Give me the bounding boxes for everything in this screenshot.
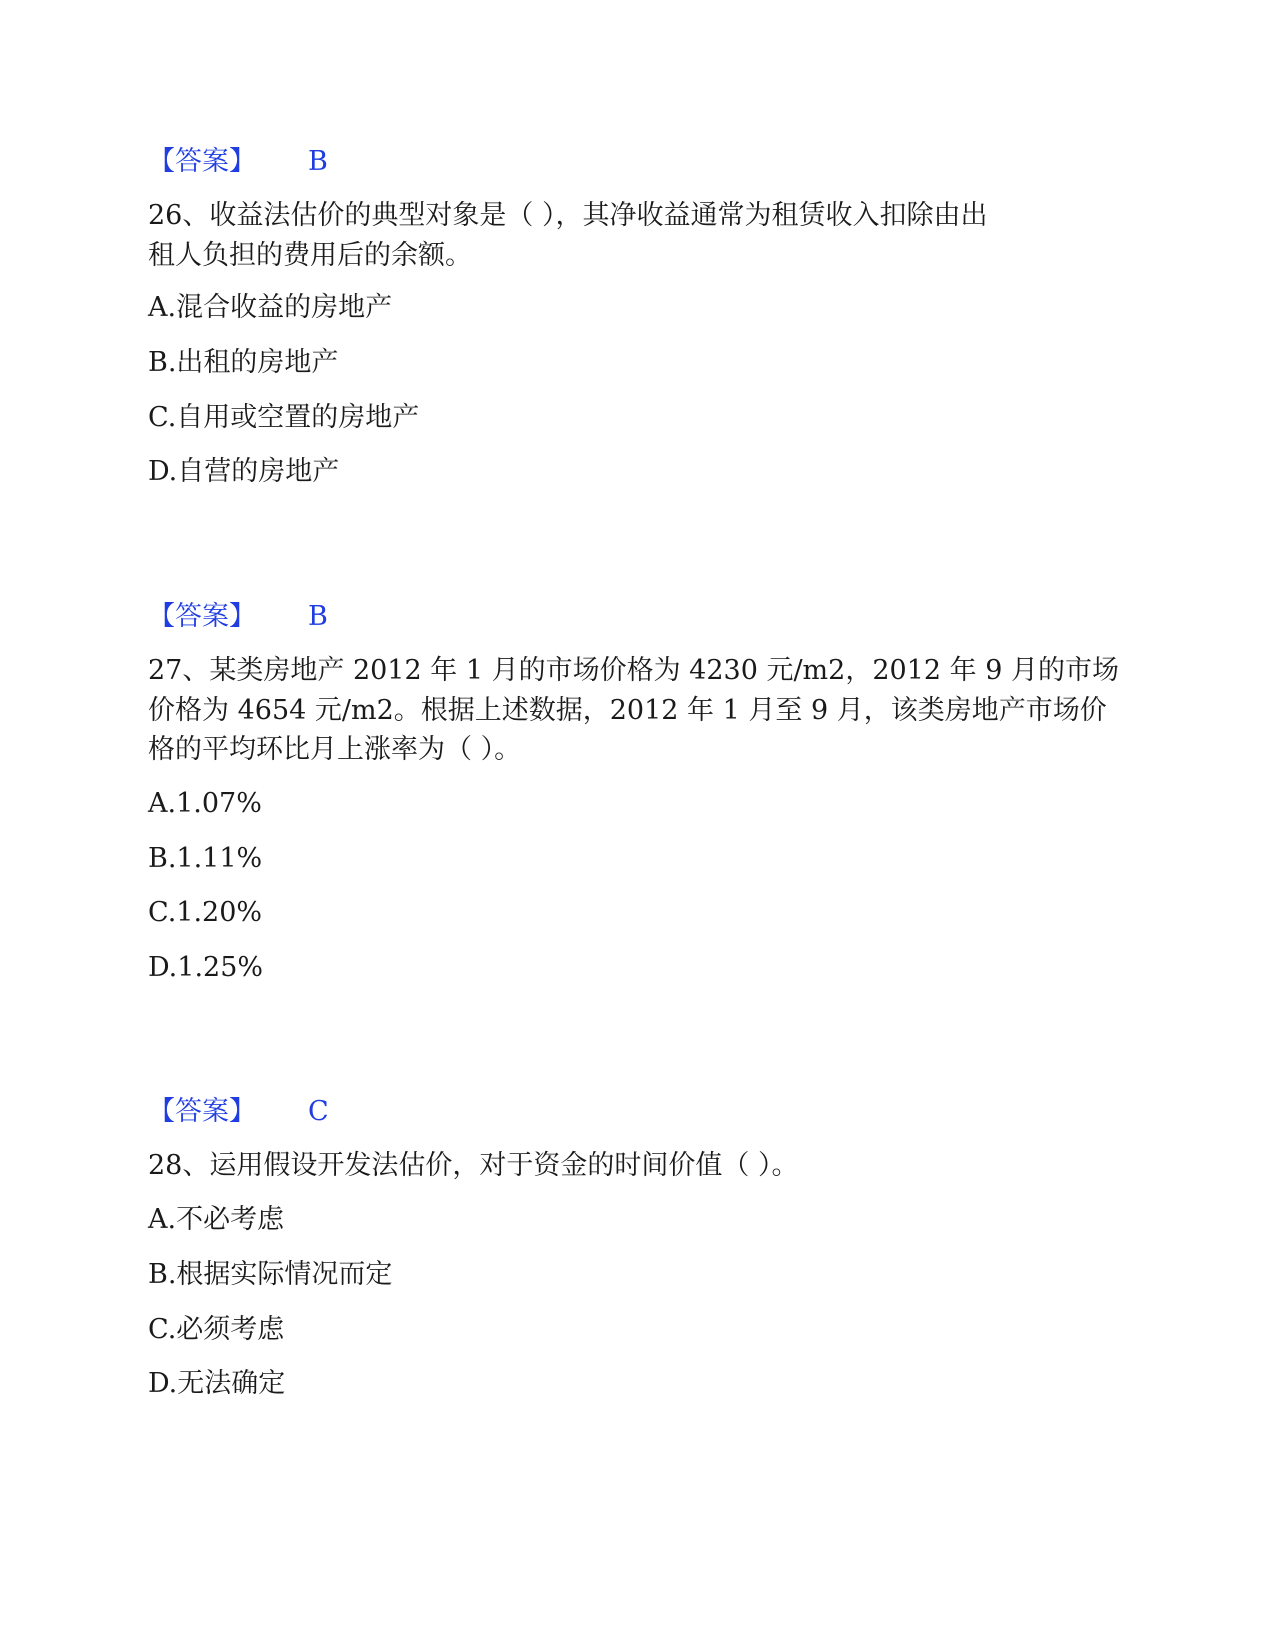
answer-label: 【答案】 — [148, 146, 256, 177]
option-d: D.1.25% — [148, 952, 264, 983]
option-c: C.1.20% — [148, 897, 263, 928]
answer-row — [148, 597, 328, 637]
option-d: D.自营的房地产 — [148, 456, 340, 487]
option-b: B.根据实际情况而定 — [148, 1259, 393, 1290]
question-text-line: 27、某类房地产 2012 年 1 月的市场价格为 4230 元/m2，2012 年 9 月的市场 — [148, 655, 1119, 686]
question-text-line: 格的平均环比月上涨率为（ ）。 — [148, 734, 522, 765]
answer-value: B — [308, 146, 328, 177]
answer-row — [148, 142, 328, 182]
option-c: C.自用或空置的房地产 — [148, 402, 420, 433]
answer-value: C — [308, 1096, 329, 1127]
answer-label: 【答案】 — [148, 601, 256, 632]
option-b: B.出租的房地产 — [148, 347, 339, 378]
answer-value: B — [308, 601, 328, 632]
question-text-line: 28、运用假设开发法估价，对于资金的时间价值（ ）。 — [148, 1150, 799, 1181]
option-a: A.不必考虑 — [148, 1204, 285, 1235]
question-text-line: 26、收益法估价的典型对象是（ ），其净收益通常为租赁收入扣除由出 — [148, 200, 988, 231]
question-text-line: 租人负担的费用后的余额。 — [148, 240, 472, 271]
option-a: A.1.07% — [148, 788, 262, 819]
question-text-line: 价格为 4654 元/m2。根据上述数据，2012 年 1 月至 9 月，该类房地产市场价 — [148, 695, 1107, 726]
option-d: D.无法确定 — [148, 1368, 286, 1399]
option-a: A.混合收益的房地产 — [148, 292, 393, 323]
answer-row — [148, 1092, 329, 1132]
option-b: B.1.11% — [148, 843, 263, 874]
answer-label: 【答案】 — [148, 1096, 256, 1127]
option-c: C.必须考虑 — [148, 1314, 285, 1345]
